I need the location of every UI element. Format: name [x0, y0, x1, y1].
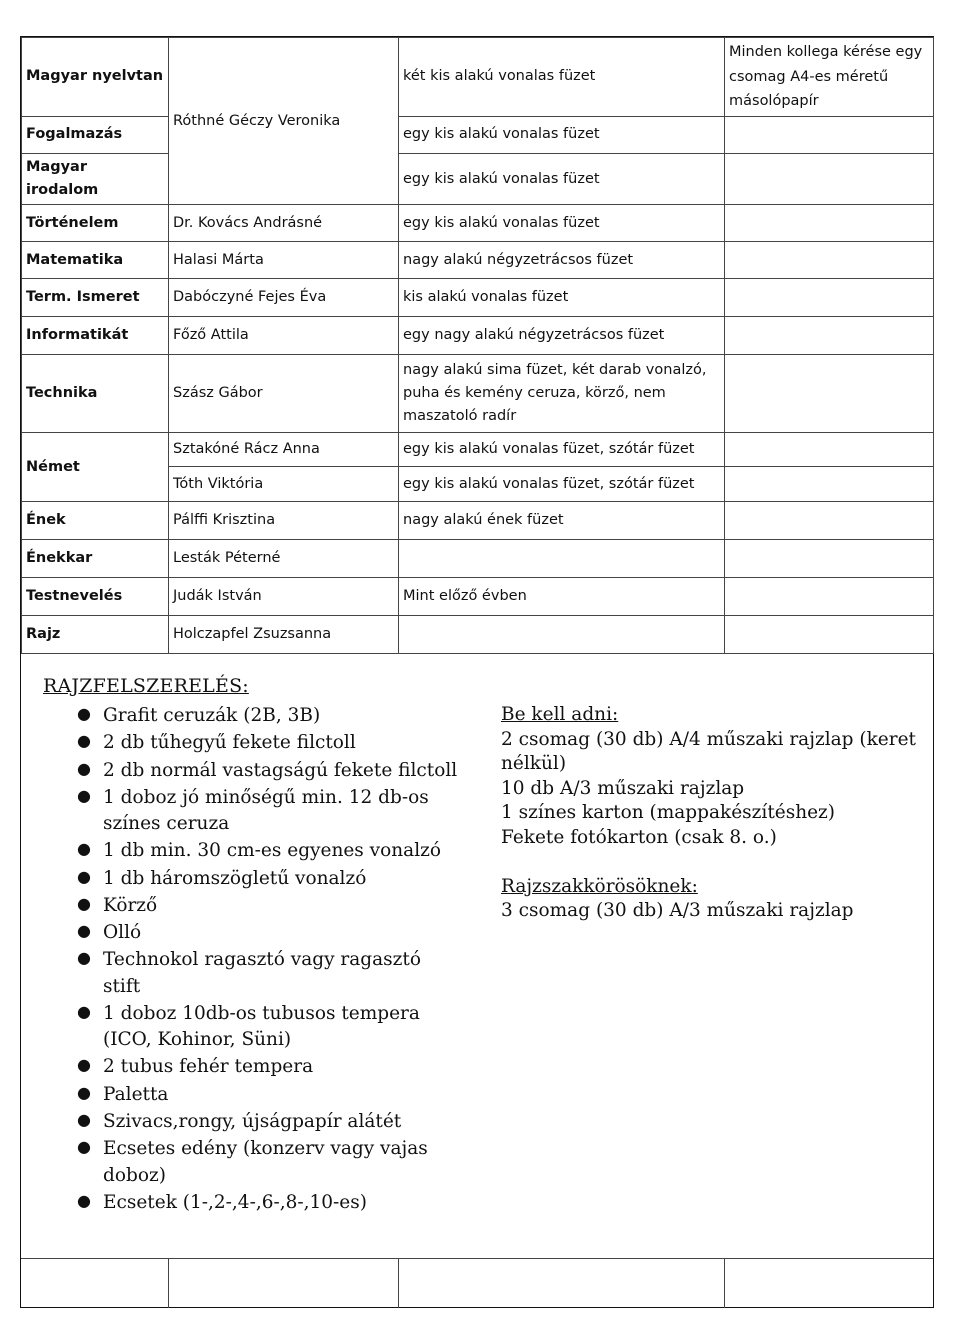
empty-cell [398, 1259, 725, 1308]
subject-cell: Ének [22, 502, 169, 540]
table-row [22, 433, 934, 467]
list-item-text: Grafit ceruzák (2B, 3B) [103, 705, 321, 726]
teacher-cell: Holczapfel Zsuzsanna [169, 616, 399, 654]
item-cell: egy kis alakú vonalas füzet, szótár füzet [399, 433, 725, 467]
note-cell [725, 616, 934, 654]
bullet-icon: ● [77, 785, 91, 805]
list-item [43, 1082, 463, 1108]
teacher-cell: Pálffi Krisztina [169, 502, 399, 540]
list-item-text: Paletta [103, 1083, 169, 1105]
list-item-text: Technokol ragasztó vagy ragasztó stift [103, 949, 421, 997]
table-row [22, 540, 934, 578]
list-item-text: Olló [103, 922, 142, 944]
table-row [22, 38, 934, 117]
bullet-icon: ● [77, 948, 91, 968]
item-cell: nagy alakú sima füzet, két darab vonalzó, puha és kemény ceruza, körző, nem maszatoló radír [399, 355, 725, 433]
note-cell: Minden kollega kérése egy csomag A4-es méretű másolópapír [725, 38, 934, 117]
subject-cell: Informatikát [22, 317, 169, 355]
be-kell-adni-line: Fekete fotókarton (csak 8. o.) [501, 826, 777, 848]
item-cell: Mint előző évben [399, 578, 725, 616]
subject-cell: Német [22, 433, 169, 502]
bullet-icon: ● [77, 758, 91, 778]
supplies-table [21, 37, 934, 654]
bullet-icon: ● [77, 731, 91, 751]
subject-cell: Matematika [22, 242, 169, 279]
note-cell [725, 433, 934, 467]
table-row [22, 578, 934, 616]
note-cell [725, 502, 934, 540]
note-cell [725, 578, 934, 616]
bullet-icon: ● [77, 893, 91, 913]
table-row [22, 242, 934, 279]
list-item [43, 730, 463, 756]
list-item [43, 947, 463, 1000]
note-cell [725, 317, 934, 355]
list-item-text: 1 doboz jó minőségű min. 12 db-os színes ceruza [103, 786, 429, 835]
teacher-cell: Lesták Péterné [169, 540, 399, 578]
table-row [22, 317, 934, 355]
teacher-cell: Főző Attila [169, 317, 399, 355]
teacher-cell: Sztakóné Rácz Anna [169, 433, 399, 467]
be-kell-adni-line: 2 csomag (30 db) A/4 műszaki rajzlap (keret nélkül) [501, 728, 916, 775]
list-item [43, 893, 463, 919]
rajz-title: RAJZFELSZERELÉS: [43, 675, 249, 697]
note-cell [725, 242, 934, 279]
note-cell [725, 116, 934, 153]
teacher-cell: Dabóczyné Fejes Éva [169, 279, 399, 317]
empty-cell [168, 1259, 399, 1308]
table-row [22, 153, 934, 204]
item-cell: nagy alakú ének füzet [399, 502, 725, 540]
list-item-text: 2 db tűhegyű fekete filctoll [103, 732, 356, 754]
table-row [22, 616, 934, 654]
subject-cell: Énekkar [22, 540, 169, 578]
empty-bottom-row [21, 1258, 933, 1308]
list-item [43, 920, 463, 946]
teacher-cell: Halasi Márta [169, 242, 399, 279]
list-item-text: 1 db min. 30 cm-es egyenes vonalzó [103, 840, 442, 862]
be-kell-adni-block [501, 703, 921, 924]
note-cell [725, 205, 934, 242]
list-item-text: Ecsetes edény (konzerv vagy vajas doboz) [103, 1138, 428, 1186]
be-kell-adni-line: 10 db A/3 műszaki rajzlap [501, 777, 745, 799]
list-item [43, 1109, 463, 1135]
item-cell: egy kis alakú vonalas füzet [399, 116, 725, 153]
teacher-cell: Róthné Géczy Veronika [169, 38, 399, 205]
subject-cell: Term. Ismeret [22, 279, 169, 317]
list-item [43, 1001, 463, 1054]
szakkor-heading: Rajzszakkörösöknek: [501, 875, 698, 897]
item-cell: két kis alakú vonalas füzet [399, 38, 725, 117]
table-row [22, 205, 934, 242]
item-cell: nagy alakú négyzetrácsos füzet [399, 242, 725, 279]
subject-cell: Történelem [22, 205, 169, 242]
subject-cell: Rajz [22, 616, 169, 654]
subject-cell: Technika [22, 355, 169, 433]
be-kell-adni-line: 1 színes karton (mappakészítéshez) [501, 802, 836, 824]
table-row [22, 502, 934, 540]
item-cell: egy kis alakú vonalas füzet [399, 205, 725, 242]
list-item [43, 838, 463, 864]
list-item [43, 758, 463, 784]
item-cell [399, 540, 725, 578]
list-item-text: 1 doboz 10db-os tubusos tempera (ICO, Kohinor, Süni) [103, 1002, 420, 1051]
item-cell [399, 616, 725, 654]
list-item [43, 1190, 463, 1216]
szakkor-line: 3 csomag (30 db) A/3 műszaki rajzlap [501, 900, 854, 922]
list-item-text: 2 db normál vastagságú fekete filctoll [103, 759, 458, 781]
empty-cell [724, 1259, 934, 1308]
item-cell: egy kis alakú vonalas füzet, szótár füzet [399, 467, 725, 502]
list-item [43, 866, 463, 892]
rajz-list [43, 703, 463, 1217]
bullet-icon: ● [77, 839, 91, 859]
note-cell [725, 279, 934, 317]
note-cell [725, 153, 934, 204]
subject-cell: Fogalmazás [22, 116, 169, 153]
teacher-cell: Judák István [169, 578, 399, 616]
teacher-cell: Szász Gábor [169, 355, 399, 433]
table-row [22, 116, 934, 153]
item-cell: egy nagy alakú négyzetrácsos füzet [399, 317, 725, 355]
item-cell: egy kis alakú vonalas füzet [399, 153, 725, 204]
subject-cell: Testnevelés [22, 578, 169, 616]
bullet-icon: ● [77, 1137, 91, 1157]
list-item-text: 1 db háromszögletű vonalzó [103, 867, 367, 889]
list-item-text: Ecsetek (1-,2-,4-,6-,8-,10-es) [103, 1191, 367, 1213]
bullet-icon: ● [77, 1190, 91, 1210]
note-cell [725, 540, 934, 578]
bullet-icon: ● [77, 921, 91, 941]
bullet-icon: ● [77, 1001, 91, 1021]
bullet-icon: ● [77, 1082, 91, 1102]
teacher-cell: Dr. Kovács Andrásné [169, 205, 399, 242]
bullet-icon: ● [77, 1055, 91, 1075]
list-item-text: Körző [103, 894, 158, 916]
table-row [22, 279, 934, 317]
be-kell-adni-heading: Be kell adni: [501, 704, 619, 725]
list-item-text: Szivacs,rongy, újságpapír alátét [103, 1110, 402, 1132]
document-sheet [20, 36, 934, 1308]
list-item [43, 1136, 463, 1189]
rajz-section [21, 673, 933, 1258]
teacher-cell: Tóth Viktória [169, 467, 399, 502]
table-row [22, 355, 934, 433]
list-item [43, 785, 463, 838]
list-item [43, 703, 463, 729]
note-cell [725, 355, 934, 433]
spacer [501, 851, 921, 875]
subject-cell: Magyar irodalom [22, 153, 169, 204]
bullet-icon: ● [77, 1109, 91, 1129]
subject-cell: Magyar nyelvtan [22, 38, 169, 117]
note-cell [725, 467, 934, 502]
list-item-text: 2 tubus fehér tempera [103, 1056, 314, 1078]
bullet-icon: ● [77, 704, 91, 723]
list-item [43, 1054, 463, 1080]
bullet-icon: ● [77, 866, 91, 886]
item-cell: kis alakú vonalas füzet [399, 279, 725, 317]
